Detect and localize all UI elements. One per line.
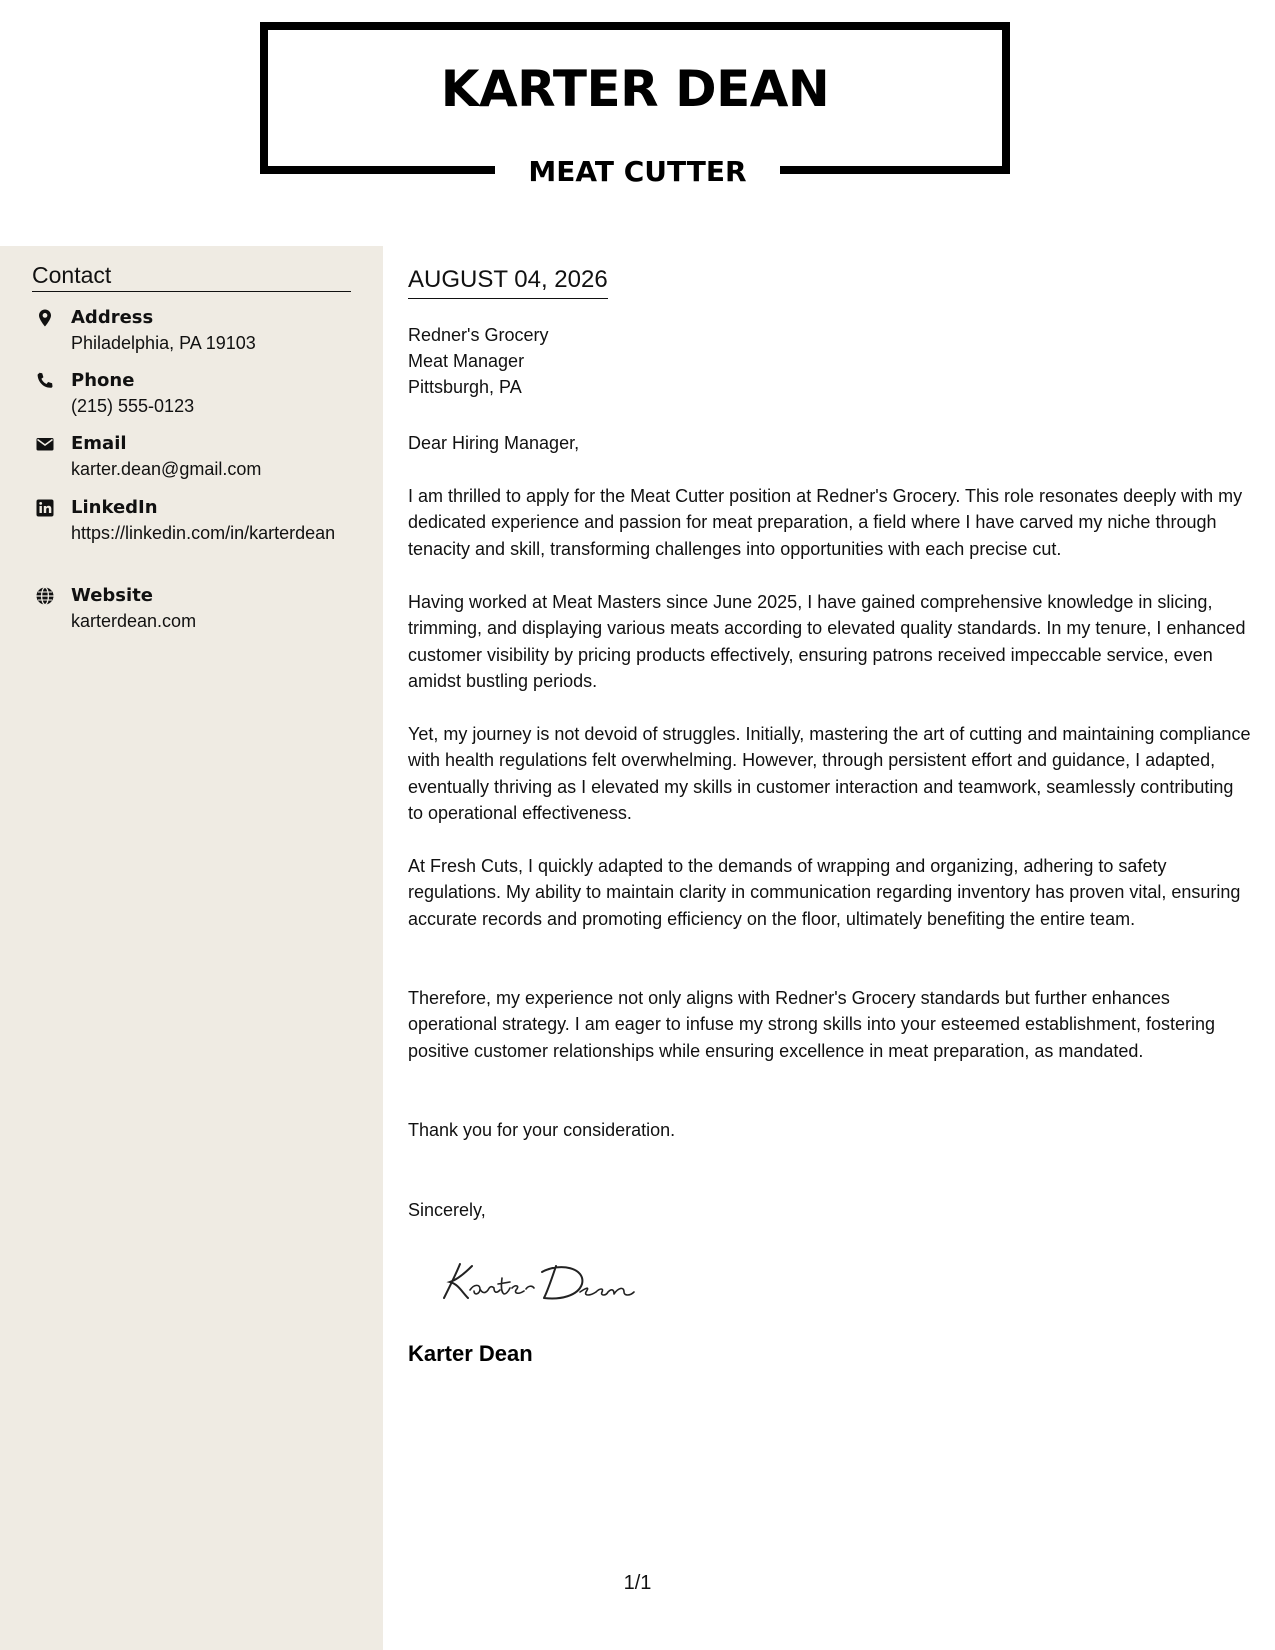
contact-label: Address [71,307,154,328]
contact-value: Philadelphia, PA 19103 [71,333,256,353]
phone-icon [35,371,55,391]
contact-value: karter.dean@gmail.com [71,459,262,479]
contact-heading: Contact [32,262,351,292]
page-number: 1/1 [623,1572,652,1594]
job-title: MEAT CUTTER [528,155,747,188]
signer-name: Karter Dean [408,1341,533,1366]
recipient-location: Pittsburgh, PA [408,377,522,397]
contact-value: (215) 555-0123 [71,396,195,416]
greeting: Dear Hiring Manager, [408,433,580,453]
letter-paragraph: Having worked at Meat Masters since June 2025, I have gained comprehensive knowledge in slicing, trimming, and displaying various meats according to elevated quality standards. In my tenure, I enhanced customer visibility by pricing products effectively, ensuring patrons received impeccable service, even amidst bustling periods. [408,592,1246,692]
contact-value[interactable]: https://linkedin.com/in/karterdean [71,523,336,543]
letter-paragraph: I am thrilled to apply for the Meat Cutter position at Redner's Grocery. This role resonates deeply with my dedicated experience and passion for meat preparation, a field where I have carved my niche through tenacity and skill, transforming challenges into opportunities with each precise cut. [408,486,1243,559]
letter-paragraph: At Fresh Cuts, I quickly adapted to the demands of wrapping and organizing, adhering to safety regulations. My ability to maintain clarity in communication regarding inventory has proven vital, ensuring accurate records and promoting efficiency on the floor, ultimately benefiting the entire team. [408,856,1241,929]
contact-label: LinkedIn [71,497,158,518]
letter-paragraph: Yet, my journey is not devoid of struggles. Initially, mastering the art of cutting and maintaining compliance with health regulations felt overwhelming. However, through persistent effort and guidance, I adapted, eventually thriving as I elevated my skills in customer interaction and teamwork, seamlessly contributing to operational effectiveness. [408,724,1251,824]
candidate-name: KARTER DEAN [440,60,830,118]
location-pin-icon [35,308,55,328]
recipient-company: Redner's Grocery [408,325,549,345]
letter-paragraph: Therefore, my experience not only aligns with Redner's Grocery standards but further enhances operational strategy. I am eager to infuse my strong skills into your esteemed establishment, fostering positive customer relationships while ensuring excellence in meat preparation, as mandated. [408,988,1216,1061]
linkedin-icon [35,498,55,518]
recipient-block [408,322,548,400]
thanks-line: Thank you for your consideration. [408,1120,676,1140]
recipient-contact: Meat Manager [408,351,525,371]
closing-line: Sincerely, [408,1200,486,1220]
contact-label: Phone [71,370,135,391]
email-icon [35,434,55,454]
handwritten-signature [430,1252,650,1312]
globe-icon [35,586,55,606]
contact-value[interactable]: karterdean.com [71,611,197,631]
contact-label: Email [71,433,127,454]
contact-label: Website [71,585,154,606]
letter-date: AUGUST 04, 2026 [408,265,608,299]
